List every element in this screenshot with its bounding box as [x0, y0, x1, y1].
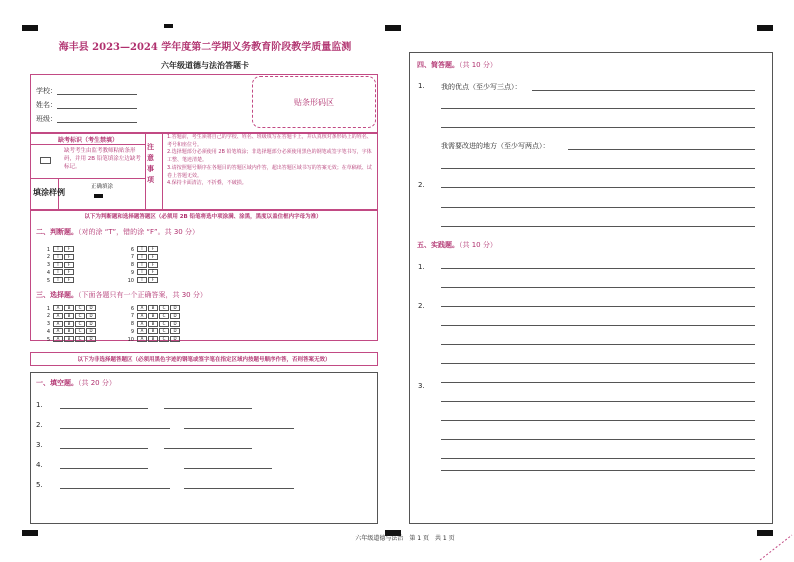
fill-blank[interactable]: [164, 408, 252, 409]
select-option-bubble[interactable]: A: [53, 321, 63, 327]
barcode-label: 贴条形码区: [294, 97, 334, 107]
judge-number: 6: [130, 246, 134, 253]
judge-number: 1: [46, 246, 50, 253]
class-label: 班级：: [36, 115, 57, 123]
short-q1-prompt2: 我需要改进的地方（至少写两点）：: [441, 142, 550, 150]
select-option-bubble[interactable]: C: [159, 305, 169, 311]
fill-blank[interactable]: [184, 468, 272, 469]
judge-option-bubble[interactable]: F: [148, 277, 158, 283]
select-number: 7: [130, 313, 134, 320]
fill-blank[interactable]: [60, 468, 148, 469]
select-row: [40, 336, 96, 343]
judge-option-bubble[interactable]: T: [53, 246, 63, 252]
fill-sample-label: 填涂样例: [33, 188, 65, 197]
practice-number: 1.: [418, 263, 425, 271]
answer-line[interactable]: [441, 439, 755, 440]
registration-mark: [385, 25, 401, 31]
answer-line[interactable]: [441, 127, 755, 128]
short-q2-number: 2.: [418, 181, 425, 189]
select-option-bubble[interactable]: B: [148, 328, 158, 334]
select-number: 1: [46, 305, 50, 312]
short-title-text: 四、简答题。: [417, 61, 459, 69]
select-row: [124, 328, 180, 335]
select-option-bubble[interactable]: C: [159, 336, 169, 342]
fill-blank[interactable]: [60, 448, 148, 449]
select-option-bubble[interactable]: C: [75, 305, 85, 311]
judge-option-bubble[interactable]: F: [148, 246, 158, 252]
judge-row: [40, 269, 74, 276]
select-option-bubble[interactable]: D: [86, 328, 96, 334]
select-number: 9: [130, 328, 134, 335]
school-label: 学校：: [36, 87, 57, 95]
answer-line[interactable]: [441, 363, 755, 364]
judge-number: 4: [46, 269, 50, 276]
absent-title: 缺考标识（考生禁填）: [57, 137, 118, 144]
select-option-bubble[interactable]: C: [159, 313, 169, 319]
judge-row: [40, 262, 74, 269]
barcode-area: [252, 76, 376, 128]
fill-blank[interactable]: [60, 488, 170, 489]
judge-number: 2: [46, 254, 50, 261]
select-option-bubble[interactable]: D: [170, 336, 180, 342]
correct-fill-label: 正确填涂: [90, 184, 113, 190]
select-option-bubble[interactable]: C: [159, 321, 169, 327]
judge-option-bubble[interactable]: F: [64, 262, 74, 268]
select-option-bubble[interactable]: A: [53, 328, 63, 334]
registration-mark: [22, 530, 38, 536]
select-number: 2: [46, 313, 50, 320]
divider: [145, 132, 146, 209]
short-desc: （共 10 分）: [459, 61, 497, 69]
divider: [30, 144, 145, 145]
select-option-bubble[interactable]: D: [170, 321, 180, 327]
fill-blank[interactable]: [60, 428, 170, 429]
registration-mark: [757, 25, 773, 31]
fill-blank[interactable]: [184, 488, 294, 489]
select-option-bubble[interactable]: D: [170, 313, 180, 319]
judge-option-bubble[interactable]: F: [64, 246, 74, 252]
judge-option-bubble[interactable]: F: [64, 254, 74, 260]
class-field[interactable]: [57, 122, 137, 123]
judge-number: 10: [127, 277, 134, 284]
select-number: 6: [130, 305, 134, 312]
school-field[interactable]: [57, 94, 137, 95]
select-option-bubble[interactable]: A: [137, 313, 147, 319]
judge-option-bubble[interactable]: T: [53, 269, 63, 275]
judge-title: [36, 227, 199, 237]
fill-blank[interactable]: [184, 428, 294, 429]
select-option-bubble[interactable]: D: [86, 305, 96, 311]
select-option-bubble[interactable]: D: [170, 328, 180, 334]
fill-number: 2.: [36, 421, 43, 429]
select-option-bubble[interactable]: C: [75, 321, 85, 327]
judge-number: 7: [130, 254, 134, 261]
judge-row: [124, 269, 158, 276]
notice-label: 注意事项: [147, 143, 154, 184]
absent-text: 缺考考生由监考教师粘贴条形码，并用 2B 铅笔填涂左边缺考标记。: [64, 148, 141, 170]
select-row: [124, 313, 180, 320]
judge-row: [40, 246, 74, 253]
notice-item: 1.答题前，考生须将自己的学校、姓名、班级填写在答题卡上，并认真核对条形码上的姓名、考号和座位号。: [167, 134, 372, 148]
select-option-bubble[interactable]: D: [86, 321, 96, 327]
judge-number: 3: [46, 262, 50, 269]
fill-title: [36, 378, 116, 388]
judge-row: [124, 262, 158, 269]
absent-checkbox[interactable]: [40, 157, 51, 164]
select-option-bubble[interactable]: A: [137, 305, 147, 311]
judge-option-bubble[interactable]: F: [64, 277, 74, 283]
judge-option-bubble[interactable]: T: [137, 254, 147, 260]
short-q1-number: 1.: [418, 82, 425, 90]
select-option-bubble[interactable]: D: [86, 336, 96, 342]
answer-line[interactable]: [441, 401, 755, 402]
select-option-bubble[interactable]: A: [137, 328, 147, 334]
fill-number: 3.: [36, 441, 43, 449]
right-answer-box: [409, 52, 773, 524]
judge-option-bubble[interactable]: F: [64, 269, 74, 275]
select-option-bubble[interactable]: D: [86, 313, 96, 319]
name-field[interactable]: [57, 108, 137, 109]
divider: [30, 178, 145, 179]
judge-row: [124, 277, 158, 284]
answer-line[interactable]: [441, 344, 755, 345]
registration-mark: [22, 25, 38, 31]
select-option-bubble[interactable]: D: [170, 305, 180, 311]
fill-number: 5.: [36, 481, 43, 489]
practice-title-text: 五、实践题。: [417, 241, 459, 249]
answer-line[interactable]: [441, 325, 755, 326]
answer-line[interactable]: [441, 470, 755, 471]
select-option-bubble[interactable]: A: [53, 336, 63, 342]
correct-fill-sample: [94, 194, 103, 198]
select-option-bubble[interactable]: C: [75, 328, 85, 334]
select-option-bubble[interactable]: B: [64, 336, 74, 342]
nonchoice-banner-text: 以下为非选择题答题区（必须用黑色字迹的钢笔或签字笔在指定区域内按题号顺序作答，否则答案无效）: [77, 357, 331, 363]
judge-number: 8: [130, 262, 134, 269]
select-option-bubble[interactable]: A: [53, 313, 63, 319]
answer-line[interactable]: [441, 207, 755, 208]
select-row: [40, 313, 96, 320]
practice-number: 2.: [418, 302, 425, 310]
select-option-bubble[interactable]: C: [75, 313, 85, 319]
page-title: 海丰县 2023—2024 学年度第二学期义务教育阶段教学质量监测: [58, 42, 352, 53]
select-option-bubble[interactable]: B: [148, 313, 158, 319]
select-number: 10: [127, 336, 134, 343]
select-number: 8: [130, 321, 134, 328]
select-option-bubble[interactable]: A: [137, 336, 147, 342]
judge-option-bubble[interactable]: F: [148, 254, 158, 260]
name-label: 姓名：: [36, 101, 57, 109]
answer-line[interactable]: [441, 108, 755, 109]
select-title-text: 三、选择题。: [36, 291, 78, 299]
select-number: 5: [46, 336, 50, 343]
select-option-bubble[interactable]: B: [148, 305, 158, 311]
short-title: [417, 60, 497, 70]
judge-row: [124, 254, 158, 261]
answer-line[interactable]: [441, 226, 755, 227]
select-option-bubble[interactable]: B: [64, 313, 74, 319]
practice-desc: （共 10 分）: [459, 241, 497, 249]
answer-line[interactable]: [441, 168, 755, 169]
select-option-bubble[interactable]: B: [64, 321, 74, 327]
answer-line[interactable]: [441, 268, 755, 269]
divider: [162, 132, 163, 209]
judge-option-bubble[interactable]: T: [53, 262, 63, 268]
select-row: [40, 321, 96, 328]
notice-list: [167, 134, 373, 188]
select-option-bubble[interactable]: A: [137, 321, 147, 327]
judge-option-bubble[interactable]: T: [137, 277, 147, 283]
select-row: [40, 328, 96, 335]
judge-option-bubble[interactable]: T: [137, 262, 147, 268]
select-row: [124, 305, 180, 312]
select-option-bubble[interactable]: B: [64, 305, 74, 311]
select-number: 4: [46, 328, 50, 335]
select-row: [124, 321, 180, 328]
answer-line[interactable]: [441, 458, 755, 459]
choice-banner: 以下为判断题和选择题答题区（必须用 2B 铅笔将选中项涂满、涂黑，黑度以盖住框内字母为准）: [84, 214, 322, 220]
fill-number: 1.: [36, 401, 43, 409]
judge-row: [124, 246, 158, 253]
judge-option-bubble[interactable]: T: [137, 246, 147, 252]
fill-blank[interactable]: [164, 448, 252, 449]
select-option-bubble[interactable]: A: [53, 305, 63, 311]
judge-desc: （对的涂 “T”，错的涂 “F”。共 30 分）: [78, 228, 199, 236]
page-subtitle: 六年级道德与法治答题卡: [161, 61, 249, 70]
select-option-bubble[interactable]: C: [75, 336, 85, 342]
notice-item: 2.选择题部分必须使用 2B 铅笔填涂；非选择题部分必须使用黑色的钢笔或签字笔书写，字体工整、笔迹清楚。: [167, 149, 372, 164]
practice-number: 3.: [418, 382, 425, 390]
corner-cut-line: [758, 533, 794, 562]
short-q1-prompt: 我的优点（至少写三点）：: [441, 83, 522, 91]
select-row: [124, 336, 180, 343]
practice-title: [417, 240, 497, 250]
select-title: [36, 290, 207, 300]
fill-desc: （共 20 分）: [78, 379, 116, 387]
fill-number: 4.: [36, 461, 43, 469]
judge-option-bubble[interactable]: F: [148, 269, 158, 275]
select-option-bubble[interactable]: B: [64, 328, 74, 334]
judge-title-text: 二、判断题。: [36, 228, 78, 236]
fill-title-text: 一、填空题。: [36, 379, 78, 387]
answer-line[interactable]: [532, 90, 755, 91]
judge-option-bubble[interactable]: F: [148, 262, 158, 268]
nonchoice-banner: [30, 352, 378, 366]
select-option-bubble[interactable]: C: [159, 328, 169, 334]
judge-option-bubble[interactable]: T: [53, 277, 63, 283]
fill-blank[interactable]: [60, 408, 148, 409]
judge-number: 9: [130, 269, 134, 276]
select-desc: （下面各题只有一个正确答案，共 30 分）: [78, 291, 207, 299]
select-row: [40, 305, 96, 312]
select-option-bubble[interactable]: B: [148, 321, 158, 327]
notice-item: 3.请按照题号顺序在各题目的答题区域内作答，超出答题区域书写的答案无效；在草稿纸、试卷上答题无效。: [167, 164, 372, 179]
page-footer: 六年级道德与法治 第 1 页 共 1 页: [355, 535, 455, 542]
answer-line[interactable]: [568, 149, 755, 150]
answer-line[interactable]: [441, 306, 755, 307]
notice-item: 4.保持卡面清洁，不折叠，不破损。: [167, 180, 247, 187]
answer-line[interactable]: [441, 420, 755, 421]
registration-mark: [164, 24, 173, 28]
judge-row: [40, 277, 74, 284]
answer-line[interactable]: [441, 187, 755, 188]
judge-row: [40, 254, 74, 261]
answer-line[interactable]: [441, 382, 755, 383]
judge-number: 5: [46, 277, 50, 284]
judge-option-bubble[interactable]: T: [53, 254, 63, 260]
judge-option-bubble[interactable]: T: [137, 269, 147, 275]
answer-line[interactable]: [441, 287, 755, 288]
select-number: 3: [46, 321, 50, 328]
select-option-bubble[interactable]: B: [148, 336, 158, 342]
